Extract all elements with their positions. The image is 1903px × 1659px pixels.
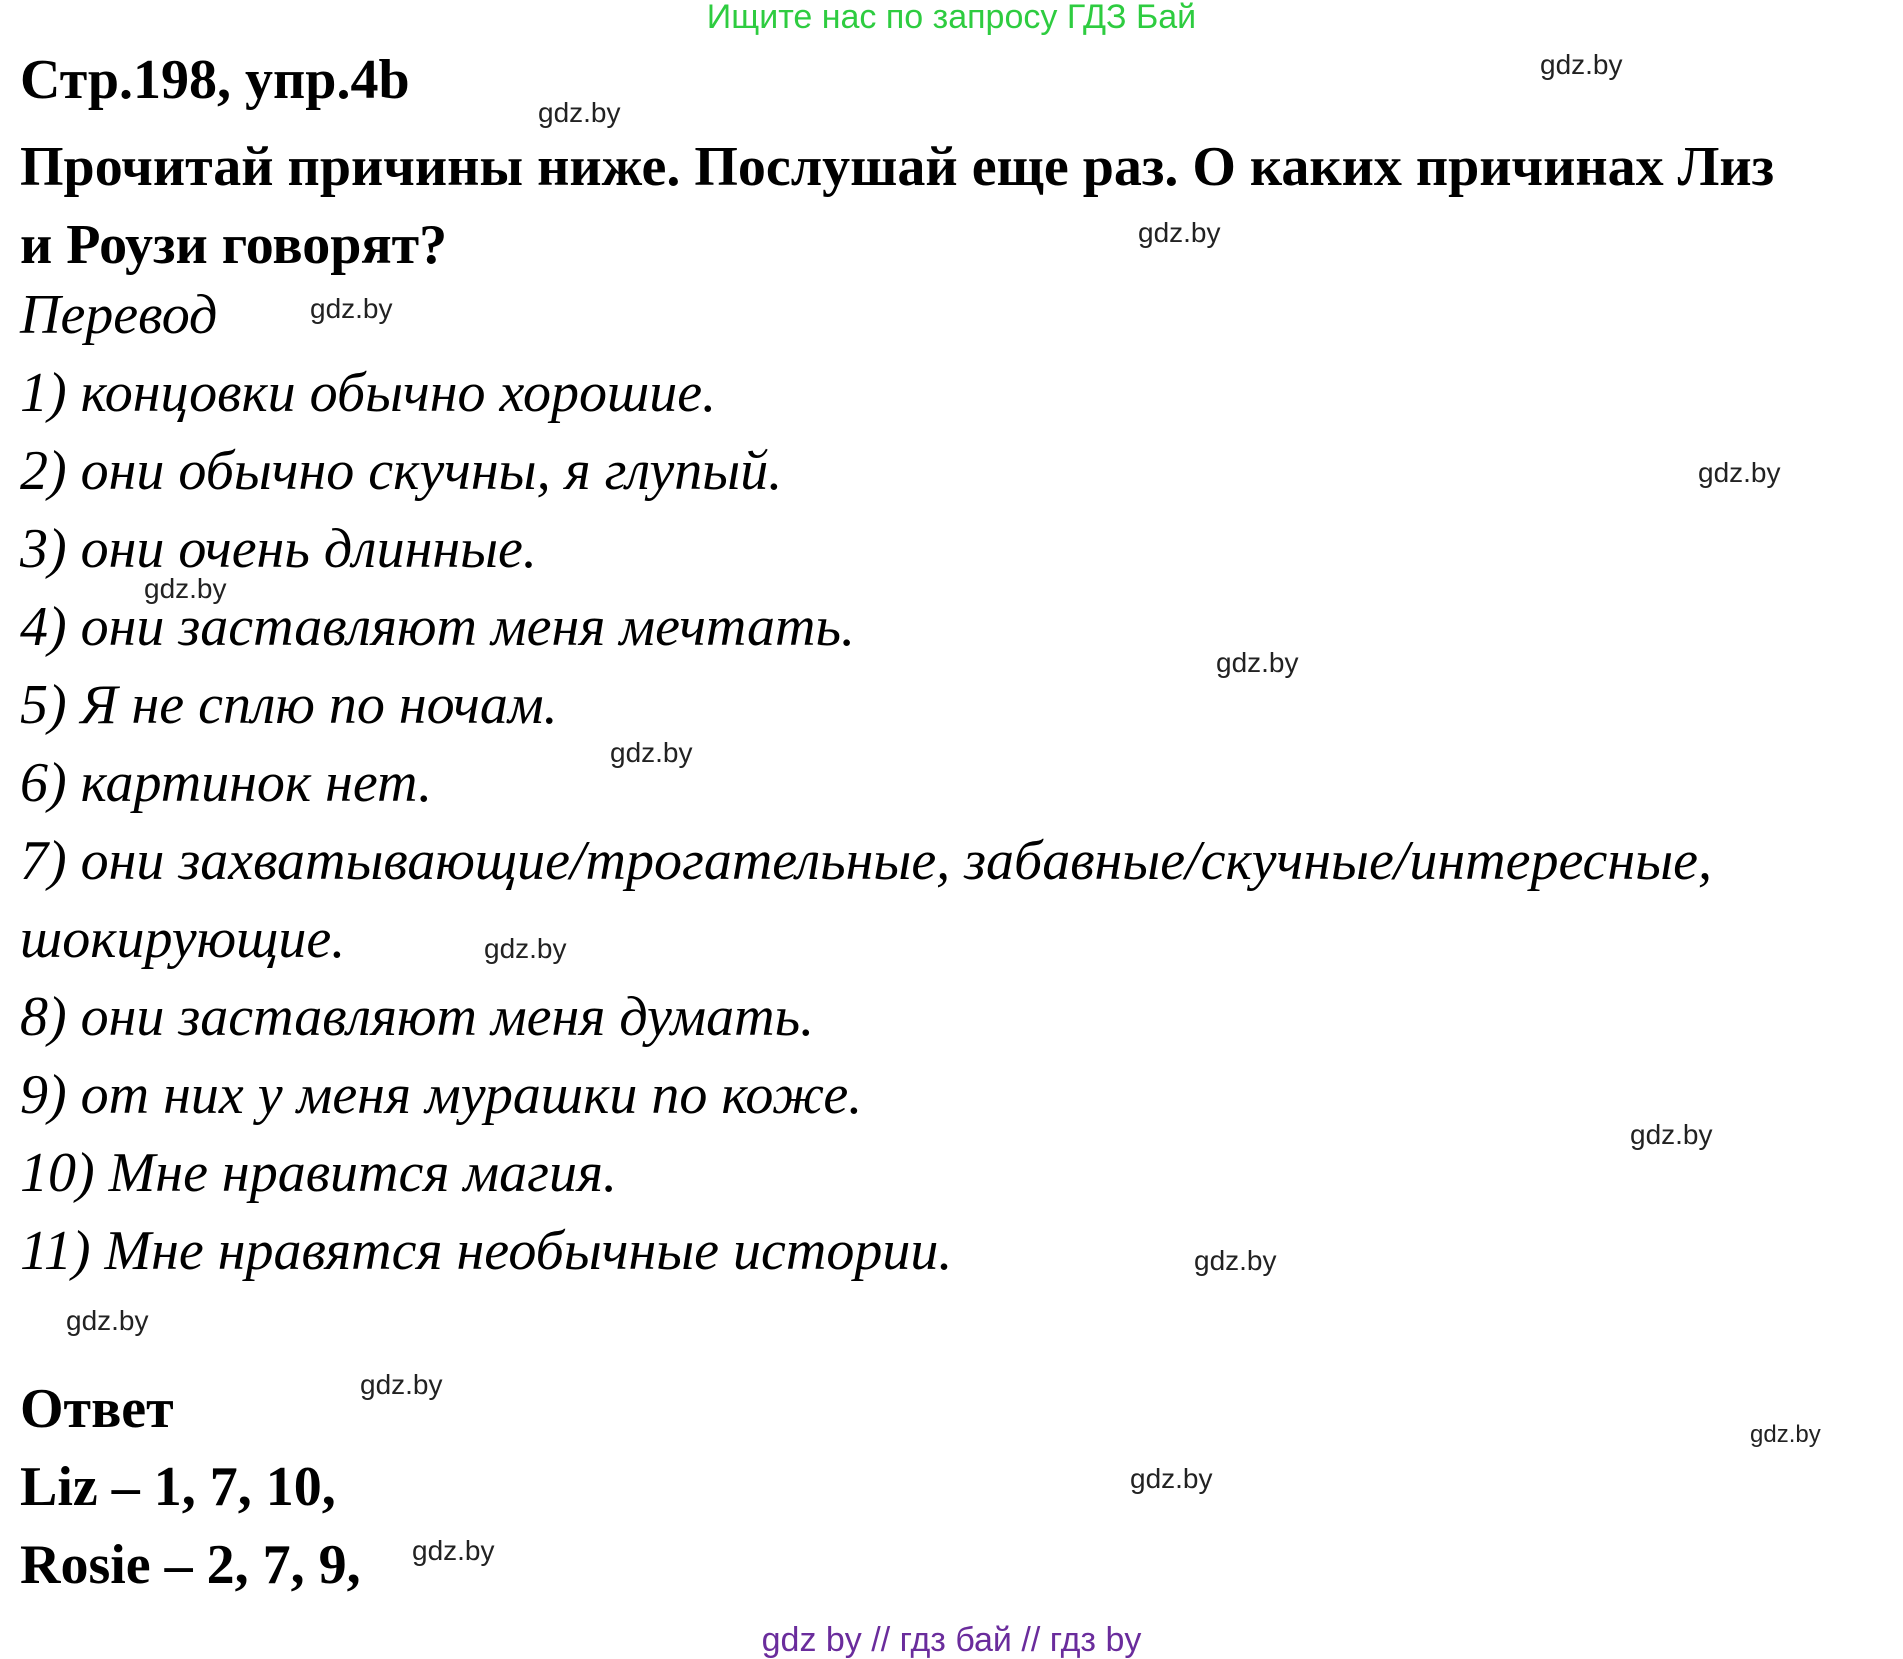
translation-line: 6) картинок нет. — [20, 752, 433, 814]
translation-line: 8) они заставляют меня думать. — [20, 986, 815, 1048]
task-line: Прочитай причины ниже. Послушай еще раз. О каких причинах Лиз — [20, 136, 1775, 198]
watermark: gdz.by — [1130, 1463, 1213, 1494]
translation-line: 11) Мне нравятся необычные истории. — [20, 1220, 953, 1282]
footer-links: gdz by // гдз бай // гдз by — [761, 1621, 1142, 1659]
watermark: gdz.by — [144, 573, 227, 604]
watermark: gdz.by — [1216, 647, 1299, 678]
watermark: gdz.by — [1138, 217, 1221, 248]
translation-title: Перевод — [20, 284, 218, 346]
watermark: gdz.by — [538, 97, 621, 128]
watermark: gdz.by — [1630, 1119, 1713, 1150]
answer-title: Ответ — [20, 1378, 174, 1440]
translation-line: 4) они заставляют меня мечтать. — [20, 596, 855, 658]
watermark: gdz.by — [610, 737, 693, 768]
search-banner: Ищите нас по запросу ГДЗ Бай — [706, 0, 1197, 36]
watermark: gdz.by — [1540, 49, 1623, 80]
answer-block — [20, 1370, 361, 1604]
answer-line: Rosie – 2, 7, 9, — [20, 1534, 361, 1596]
answer-line: Liz – 1, 7, 10, — [20, 1456, 336, 1518]
translation-line: 5) Я не сплю по ночам. — [20, 674, 558, 736]
watermark: gdz.by — [310, 293, 393, 324]
watermark: gdz.by — [1698, 457, 1781, 488]
watermark: gdz.by — [484, 933, 567, 964]
watermark: gdz.by — [66, 1305, 149, 1336]
watermark: gdz.by — [1750, 1421, 1821, 1448]
watermark: gdz.by — [412, 1535, 495, 1566]
translation-line: шокирующие. — [20, 908, 346, 970]
translation-line: 1) концовки обычно хорошие. — [20, 362, 717, 424]
page-heading: Стр.198, упр.4b — [20, 49, 410, 111]
translation-line: 7) они захватывающие/трогательные, забавные/скучные/интересные, — [20, 830, 1712, 892]
translation-line: 9) от них у меня мурашки по коже. — [20, 1064, 863, 1126]
translation-line: 3) они очень длинные. — [20, 518, 537, 580]
task-line: и Роузи говорят? — [20, 214, 448, 276]
translation-line: 2) они обычно скучны, я глупый. — [20, 440, 783, 502]
watermark: gdz.by — [1194, 1245, 1277, 1276]
task-statement — [20, 128, 1774, 284]
watermark: gdz.by — [360, 1369, 443, 1400]
translation-block — [20, 276, 1712, 1290]
translation-line: 10) Мне нравится магия. — [20, 1142, 617, 1204]
